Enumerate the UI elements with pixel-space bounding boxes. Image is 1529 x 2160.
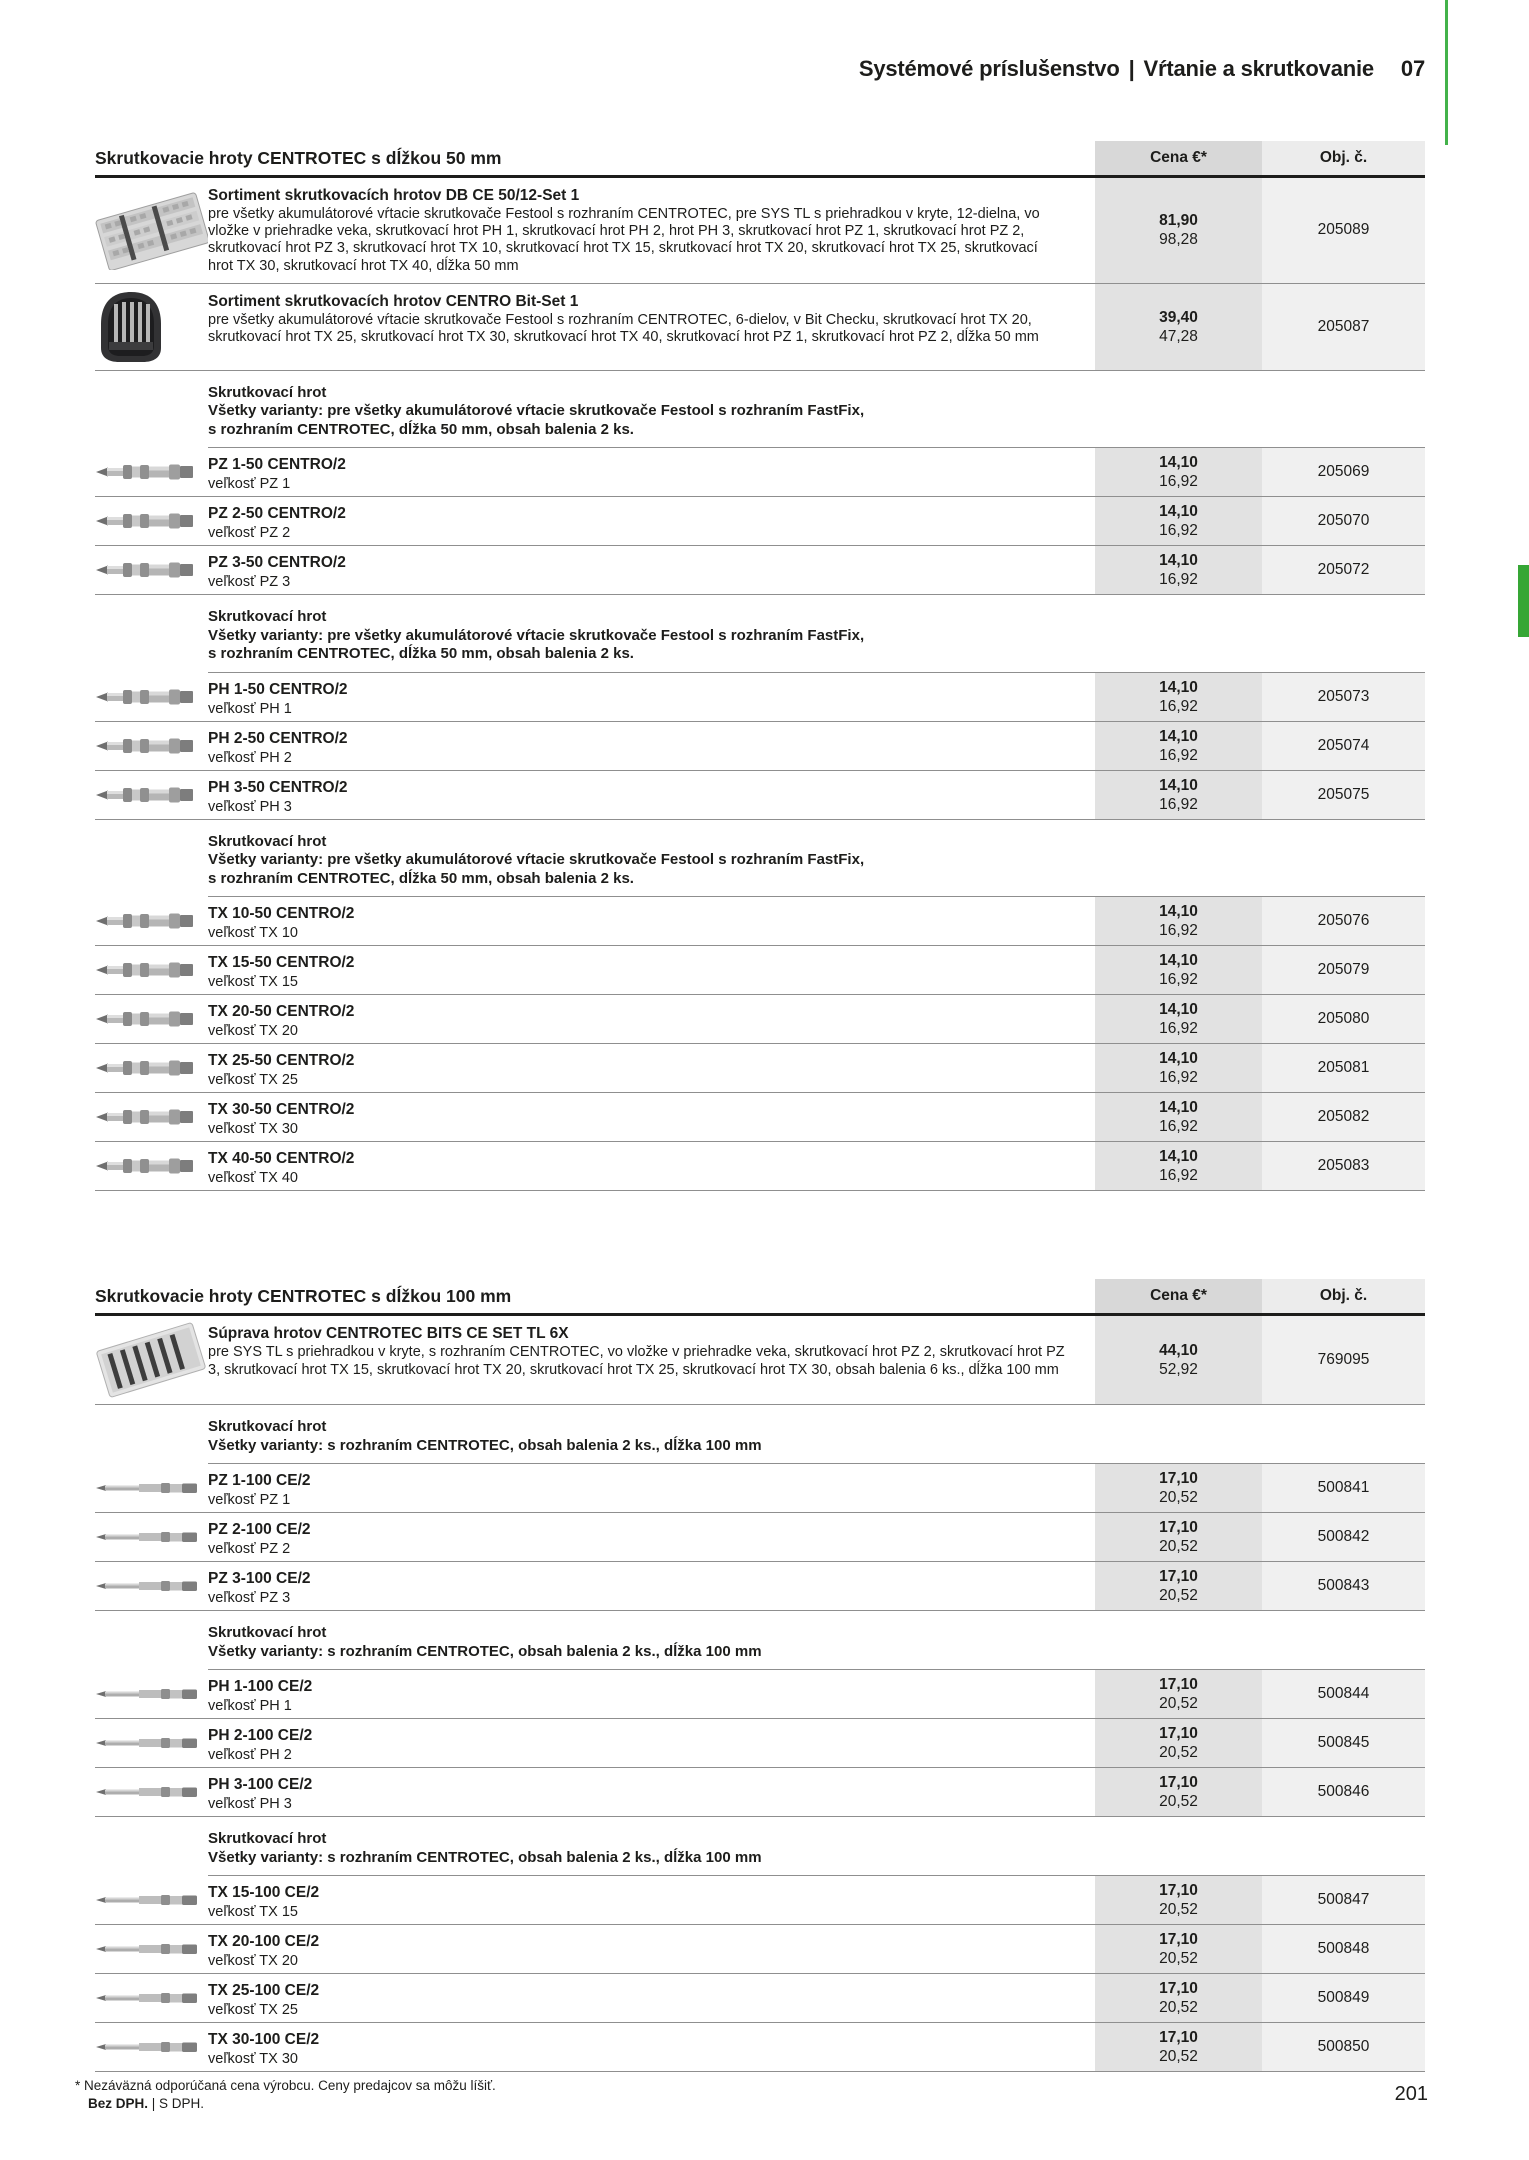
variant-row xyxy=(95,673,1425,722)
variant-row xyxy=(95,1044,1425,1093)
variant-size: veľkosť PZ 2 xyxy=(208,525,291,542)
price-cell xyxy=(1095,1974,1262,2022)
variant-size: veľkosť PZ 2 xyxy=(208,1541,291,1558)
price-cell xyxy=(1095,1670,1262,1718)
order-number-cell: 500847 xyxy=(1262,1876,1425,1924)
price-cell xyxy=(1095,1142,1262,1190)
order-number-cell: 500843 xyxy=(1262,1562,1425,1610)
item-text xyxy=(208,771,1095,819)
price-excl-vat: 81,90 xyxy=(1159,212,1198,230)
order-number-cell: 205076 xyxy=(1262,897,1425,945)
header-divider: | xyxy=(1128,56,1135,81)
price-cell xyxy=(1095,1768,1262,1816)
variant-size: veľkosť TX 25 xyxy=(208,1072,298,1089)
order-number-cell: 500844 xyxy=(1262,1670,1425,1718)
item-text xyxy=(208,178,1095,283)
section-line: Skrutkovací hrot xyxy=(208,832,327,850)
variant-name: PH 1-100 CE/2 xyxy=(208,1678,313,1696)
order-number-cell: 500841 xyxy=(1262,1464,1425,1512)
order-number-cell: 205069 xyxy=(1262,448,1425,496)
price-cell xyxy=(1095,2023,1262,2071)
variant-size: veľkosť PH 3 xyxy=(208,1796,292,1813)
price-column-header: Cena €* xyxy=(1095,141,1262,175)
price-incl-vat: 98,28 xyxy=(1159,231,1198,249)
price-excl-vat: 14,10 xyxy=(1159,552,1198,570)
price-incl-vat: 16,92 xyxy=(1159,1069,1198,1087)
variant-name: PH 3-50 CENTRO/2 xyxy=(208,778,348,796)
bit-photo xyxy=(95,1925,208,1973)
price-cell xyxy=(1095,1513,1262,1561)
price-cell xyxy=(1095,497,1262,545)
variant-name: TX 25-50 CENTRO/2 xyxy=(208,1052,355,1070)
section-row xyxy=(208,820,1425,898)
price-cell xyxy=(1095,1044,1262,1092)
variant-size: veľkosť PZ 1 xyxy=(208,1492,291,1509)
variant-name: PH 1-50 CENTRO/2 xyxy=(208,680,348,698)
variant-name: PH 3-100 CE/2 xyxy=(208,1776,313,1794)
page-header-subtitle: Vŕtanie a skrutkovanie xyxy=(1143,56,1374,81)
item-text xyxy=(208,1670,1095,1718)
variant-size: veľkosť PH 1 xyxy=(208,1698,292,1715)
item-text xyxy=(208,1876,1095,1924)
price-cell xyxy=(1095,722,1262,770)
variant-row xyxy=(95,995,1425,1044)
price-excl-vat: 14,10 xyxy=(1159,952,1198,970)
item-text xyxy=(208,946,1095,994)
catalog-table xyxy=(95,141,1425,1191)
variant-size: veľkosť PH 3 xyxy=(208,798,292,815)
bit-photo xyxy=(95,1670,208,1718)
price-incl-vat: 16,92 xyxy=(1159,571,1198,589)
product-photo xyxy=(95,284,208,370)
variant-size: veľkosť PZ 3 xyxy=(208,574,291,591)
price-column-header: Cena €* xyxy=(1095,1279,1262,1313)
item-text xyxy=(208,1925,1095,1973)
variant-name: PH 2-100 CE/2 xyxy=(208,1727,313,1745)
section-row xyxy=(208,371,1425,449)
section-line: Všetky varianty: pre všetky akumulátorové vŕtacie skrutkovače Festool s rozhraním FastFix, xyxy=(208,626,865,644)
item-text xyxy=(208,1562,1095,1610)
variant-size: veľkosť TX 15 xyxy=(208,1904,298,1921)
price-incl-vat: 20,52 xyxy=(1159,1901,1198,1919)
variant-name: TX 30-100 CE/2 xyxy=(208,2031,320,2049)
bit-photo xyxy=(95,771,208,819)
bit-photo xyxy=(95,1719,208,1767)
product-row xyxy=(95,284,1425,371)
section-line: Všetky varianty: s rozhraním CENTROTEC, obsah balenia 2 ks., dĺžka 100 mm xyxy=(208,1642,762,1660)
price-incl-vat: 20,52 xyxy=(1159,1744,1198,1762)
page-footer xyxy=(75,2077,496,2113)
item-text xyxy=(208,1513,1095,1561)
variant-name: PZ 3-50 CENTRO/2 xyxy=(208,554,346,572)
product-photo xyxy=(95,1316,208,1404)
variant-name: TX 25-100 CE/2 xyxy=(208,1982,320,2000)
order-number-cell: 500842 xyxy=(1262,1513,1425,1561)
price-incl-vat: 16,92 xyxy=(1159,697,1198,715)
order-number-cell: 205087 xyxy=(1262,284,1425,370)
bit-photo xyxy=(95,1513,208,1561)
price-incl-vat: 16,92 xyxy=(1159,922,1198,940)
section-row xyxy=(208,1611,1425,1670)
price-excl-vat: 17,10 xyxy=(1159,1470,1198,1488)
section-line: Skrutkovací hrot xyxy=(208,1418,327,1436)
bit-photo xyxy=(95,1093,208,1141)
price-incl-vat: 20,52 xyxy=(1159,2048,1198,2066)
item-text xyxy=(208,284,1095,370)
order-number-cell: 500850 xyxy=(1262,2023,1425,2071)
price-excl-vat: 14,10 xyxy=(1159,1148,1198,1166)
product-row xyxy=(95,1316,1425,1405)
price-cell xyxy=(1095,1719,1262,1767)
price-cell xyxy=(1095,946,1262,994)
price-incl-vat: 20,52 xyxy=(1159,1999,1198,2017)
item-text xyxy=(208,497,1095,545)
tax-note-rest: | S DPH. xyxy=(151,2096,205,2111)
variant-size: veľkosť PH 2 xyxy=(208,749,292,766)
variant-name: PZ 2-100 CE/2 xyxy=(208,1521,311,1539)
price-excl-vat: 14,10 xyxy=(1159,776,1198,794)
bit-photo xyxy=(95,1562,208,1610)
bit-photo xyxy=(95,995,208,1043)
variant-row xyxy=(95,1974,1425,2023)
price-cell xyxy=(1095,995,1262,1043)
price-excl-vat: 17,10 xyxy=(1159,1931,1198,1949)
order-column-header: Obj. č. xyxy=(1262,141,1425,175)
section-line: Všetky varianty: pre všetky akumulátorové vŕtacie skrutkovače Festool s rozhraním FastFix, xyxy=(208,402,865,420)
item-text xyxy=(208,546,1095,594)
variant-row xyxy=(95,897,1425,946)
item-text xyxy=(208,1093,1095,1141)
variant-name: TX 10-50 CENTRO/2 xyxy=(208,905,355,923)
price-incl-vat: 20,52 xyxy=(1159,1587,1198,1605)
bit-photo xyxy=(95,1044,208,1092)
variant-row xyxy=(95,722,1425,771)
variant-size: veľkosť TX 15 xyxy=(208,974,298,991)
bit-photo xyxy=(95,546,208,594)
item-text xyxy=(208,1719,1095,1767)
bit-photo xyxy=(95,897,208,945)
item-text xyxy=(208,1316,1095,1404)
item-text xyxy=(208,1142,1095,1190)
bit-photo xyxy=(95,1142,208,1190)
price-excl-vat: 14,10 xyxy=(1159,503,1198,521)
table-title: Skrutkovacie hroty CENTROTEC s dĺžkou 100 mm xyxy=(95,1285,512,1306)
price-excl-vat: 17,10 xyxy=(1159,2029,1198,2047)
bit-photo xyxy=(95,448,208,496)
catalog-content xyxy=(95,141,1425,2072)
item-text xyxy=(208,1768,1095,1816)
variant-row xyxy=(95,1093,1425,1142)
variant-row xyxy=(95,1670,1425,1719)
variant-size: veľkosť TX 30 xyxy=(208,1121,298,1138)
variant-size: veľkosť TX 10 xyxy=(208,925,298,942)
variant-row xyxy=(95,1513,1425,1562)
variant-name: TX 20-100 CE/2 xyxy=(208,1933,320,1951)
variant-size: veľkosť PZ 3 xyxy=(208,1590,291,1607)
price-cell xyxy=(1095,1562,1262,1610)
catalog-table xyxy=(95,1279,1425,2072)
order-number-cell: 205070 xyxy=(1262,497,1425,545)
green-accent-line xyxy=(1445,0,1448,145)
variant-name: PH 2-50 CENTRO/2 xyxy=(208,729,348,747)
price-incl-vat: 16,92 xyxy=(1159,1167,1198,1185)
price-cell xyxy=(1095,897,1262,945)
product-name: Sortiment skrutkovacích hrotov CENTRO Bit-Set 1 xyxy=(208,292,579,310)
price-cell xyxy=(1095,1093,1262,1141)
order-number-cell: 205079 xyxy=(1262,946,1425,994)
section-row xyxy=(208,1405,1425,1464)
variant-row xyxy=(95,771,1425,820)
section-line: Skrutkovací hrot xyxy=(208,383,327,401)
price-excl-vat: 39,40 xyxy=(1159,308,1198,326)
variant-name: PZ 2-50 CENTRO/2 xyxy=(208,505,346,523)
price-incl-vat: 16,92 xyxy=(1159,1020,1198,1038)
price-excl-vat: 17,10 xyxy=(1159,1568,1198,1586)
item-text xyxy=(208,722,1095,770)
item-text xyxy=(208,2023,1095,2071)
order-column-header: Obj. č. xyxy=(1262,1279,1425,1313)
product-name: Súprava hrotov CENTROTEC BITS CE SET TL 6X xyxy=(208,1325,569,1343)
price-excl-vat: 17,10 xyxy=(1159,1980,1198,1998)
price-incl-vat: 16,92 xyxy=(1159,1118,1198,1136)
price-excl-vat: 17,10 xyxy=(1159,1676,1198,1694)
tax-note-bold: Bez DPH. xyxy=(88,2096,149,2111)
variant-name: TX 40-50 CENTRO/2 xyxy=(208,1150,355,1168)
price-cell xyxy=(1095,448,1262,496)
price-cell xyxy=(1095,1876,1262,1924)
section-line: Všetky varianty: s rozhraním CENTROTEC, obsah balenia 2 ks., dĺžka 100 mm xyxy=(208,1848,762,1866)
variant-row xyxy=(95,1719,1425,1768)
table-title: Skrutkovacie hroty CENTROTEC s dĺžkou 50 mm xyxy=(95,147,502,168)
variant-size: veľkosť TX 30 xyxy=(208,2051,298,2068)
price-cell xyxy=(1095,546,1262,594)
product-description: pre všetky akumulátorové vŕtacie skrutkovače Festool s rozhraním CENTROTEC, pre SYS TL s priehradkou v kryte, 12-dielna, vo vložke v priehradke veka, skrutkovací hrot PH 1, skrutkovací hrot PH 2, hrot PH 3, skrutkovací hrot PZ 1, skrutkovací hrot PZ 2, skrutkovací hrot PZ 3, skrutkovací hrot TX 10, skrutkovací hrot TX 15, skrutkovací hrot TX 20, skrutkovací hrot TX 25, skrutkovací hrot TX 30, skrutkovací hrot TX 40, dĺžka 50 mm xyxy=(208,206,1040,274)
variant-row xyxy=(95,1876,1425,1925)
variant-name: PZ 1-50 CENTRO/2 xyxy=(208,456,346,474)
bit-photo xyxy=(95,497,208,545)
item-text xyxy=(208,1464,1095,1512)
variant-name: TX 15-100 CE/2 xyxy=(208,1884,320,1902)
price-cell xyxy=(1095,673,1262,721)
price-excl-vat: 17,10 xyxy=(1159,1774,1198,1792)
order-number-cell: 500846 xyxy=(1262,1768,1425,1816)
price-excl-vat: 14,10 xyxy=(1159,678,1198,696)
order-number-cell: 205073 xyxy=(1262,673,1425,721)
variant-row xyxy=(95,1464,1425,1513)
page-number: 201 xyxy=(1394,2083,1428,2105)
price-incl-vat: 20,52 xyxy=(1159,1793,1198,1811)
product-description: pre SYS TL s priehradkou v kryte, s rozhraním CENTROTEC, vo vložke v priehradke veka, skrutkovací hrot PZ 2, skrutkovací hrot PZ 3, skrutkovací hrot TX 15, skrutkovací hrot TX 20, skrutkovací hrot TX 25, skrutkovací hrot TX 30, obsah balenia 6 ks., dĺžka 100 mm xyxy=(208,1344,1065,1378)
order-number-cell: 205080 xyxy=(1262,995,1425,1043)
page-header-title: Systémové príslušenstvo xyxy=(858,56,1120,81)
bit-photo xyxy=(95,722,208,770)
table-header-row xyxy=(95,1279,1425,1316)
variant-size: veľkosť TX 40 xyxy=(208,1170,298,1187)
product-row xyxy=(95,178,1425,284)
price-excl-vat: 14,10 xyxy=(1159,1050,1198,1068)
price-excl-vat: 17,10 xyxy=(1159,1519,1198,1537)
variant-name: TX 30-50 CENTRO/2 xyxy=(208,1101,355,1119)
price-incl-vat: 20,52 xyxy=(1159,1950,1198,1968)
variant-size: veľkosť TX 20 xyxy=(208,1023,298,1040)
order-number-cell: 500849 xyxy=(1262,1974,1425,2022)
order-number-cell: 500848 xyxy=(1262,1925,1425,1973)
price-excl-vat: 17,10 xyxy=(1159,1725,1198,1743)
section-line: Všetky varianty: s rozhraním CENTROTEC, obsah balenia 2 ks., dĺžka 100 mm xyxy=(208,1436,762,1454)
variant-row xyxy=(95,1925,1425,1974)
price-incl-vat: 20,52 xyxy=(1159,1489,1198,1507)
bit-photo xyxy=(95,1464,208,1512)
variant-row xyxy=(95,1562,1425,1611)
bit-photo xyxy=(95,1768,208,1816)
order-number-cell: 205074 xyxy=(1262,722,1425,770)
order-number-cell: 205075 xyxy=(1262,771,1425,819)
price-excl-vat: 14,10 xyxy=(1159,454,1198,472)
item-text xyxy=(208,1044,1095,1092)
order-number-cell: 205082 xyxy=(1262,1093,1425,1141)
price-excl-vat: 14,10 xyxy=(1159,1099,1198,1117)
product-photo xyxy=(95,178,208,283)
bit-photo xyxy=(95,673,208,721)
order-number-cell: 500845 xyxy=(1262,1719,1425,1767)
price-excl-vat: 44,10 xyxy=(1159,1342,1198,1360)
price-incl-vat: 16,92 xyxy=(1159,746,1198,764)
variant-name: PZ 3-100 CE/2 xyxy=(208,1570,311,1588)
item-text xyxy=(208,995,1095,1043)
variant-size: veľkosť PH 1 xyxy=(208,700,292,717)
product-description: pre všetky akumulátorové vŕtacie skrutkovače Festool s rozhraním CENTROTEC, 6-dielov, v Bit Checku, skrutkovací hrot TX 20, skrutkovací hrot TX 25, skrutkovací hrot TX 30, skrutkovací hrot TX 40, skrutkovací hrot PZ 1, skrutkovací hrot PZ 2, dĺžka 50 mm xyxy=(208,311,1039,346)
price-incl-vat: 16,92 xyxy=(1159,971,1198,989)
price-cell xyxy=(1095,178,1262,283)
price-cell xyxy=(1095,284,1262,370)
variant-size: veľkosť TX 25 xyxy=(208,2002,298,2019)
price-incl-vat: 16,92 xyxy=(1159,522,1198,540)
section-line: s rozhraním CENTROTEC, dĺžka 50 mm, obsah balenia 2 ks. xyxy=(208,645,634,663)
item-text xyxy=(208,1974,1095,2022)
chapter-edge-tab xyxy=(1518,565,1529,637)
variant-size: veľkosť PH 2 xyxy=(208,1747,292,1764)
bit-photo xyxy=(95,1876,208,1924)
price-cell xyxy=(1095,1316,1262,1404)
price-incl-vat: 20,52 xyxy=(1159,1695,1198,1713)
price-cell xyxy=(1095,1464,1262,1512)
price-incl-vat: 16,92 xyxy=(1159,473,1198,491)
section-line: s rozhraním CENTROTEC, dĺžka 50 mm, obsah balenia 2 ks. xyxy=(208,869,634,887)
bit-photo xyxy=(95,2023,208,2071)
variant-row xyxy=(95,546,1425,595)
variant-row xyxy=(95,2023,1425,2072)
price-incl-vat: 20,52 xyxy=(1159,1538,1198,1556)
price-incl-vat: 47,28 xyxy=(1159,327,1198,345)
order-number-cell: 205083 xyxy=(1262,1142,1425,1190)
price-incl-vat: 52,92 xyxy=(1159,1361,1198,1379)
price-excl-vat: 14,10 xyxy=(1159,727,1198,745)
bit-photo xyxy=(95,946,208,994)
page-header xyxy=(0,56,1425,82)
order-number-cell: 205089 xyxy=(1262,178,1425,283)
variant-row xyxy=(95,1142,1425,1191)
variant-size: veľkosť PZ 1 xyxy=(208,476,291,493)
price-incl-vat: 16,92 xyxy=(1159,795,1198,813)
variant-row xyxy=(95,1768,1425,1817)
chapter-number: 07 xyxy=(1400,56,1425,81)
variant-size: veľkosť TX 20 xyxy=(208,1953,298,1970)
tax-note xyxy=(88,2095,496,2113)
item-text xyxy=(208,897,1095,945)
variant-row xyxy=(95,448,1425,497)
section-line: Skrutkovací hrot xyxy=(208,608,327,626)
price-cell xyxy=(1095,771,1262,819)
section-row xyxy=(208,1817,1425,1876)
price-excl-vat: 17,10 xyxy=(1159,1882,1198,1900)
variant-name: PZ 1-100 CE/2 xyxy=(208,1472,311,1490)
order-number-cell: 205081 xyxy=(1262,1044,1425,1092)
price-excl-vat: 14,10 xyxy=(1159,903,1198,921)
variant-name: TX 15-50 CENTRO/2 xyxy=(208,954,355,972)
section-line: Skrutkovací hrot xyxy=(208,1624,327,1642)
section-line: Skrutkovací hrot xyxy=(208,1830,327,1848)
section-row xyxy=(208,595,1425,673)
section-line: s rozhraním CENTROTEC, dĺžka 50 mm, obsah balenia 2 ks. xyxy=(208,420,634,438)
variant-row xyxy=(95,497,1425,546)
item-text xyxy=(208,673,1095,721)
footer-note: * Nezáväzná odporúčaná cena výrobcu. Ceny predajcov sa môžu líšiť. xyxy=(75,2078,496,2093)
variant-row xyxy=(95,946,1425,995)
section-line: Všetky varianty: pre všetky akumulátorové vŕtacie skrutkovače Festool s rozhraním FastFix, xyxy=(208,851,865,869)
product-name: Sortiment skrutkovacích hrotov DB CE 50/12-Set 1 xyxy=(208,187,580,204)
order-number-cell: 769095 xyxy=(1262,1316,1425,1404)
price-excl-vat: 14,10 xyxy=(1159,1001,1198,1019)
price-cell xyxy=(1095,1925,1262,1973)
item-text xyxy=(208,448,1095,496)
order-number-cell: 205072 xyxy=(1262,546,1425,594)
bit-photo xyxy=(95,1974,208,2022)
table-header-row xyxy=(95,141,1425,178)
variant-name: TX 20-50 CENTRO/2 xyxy=(208,1003,355,1021)
